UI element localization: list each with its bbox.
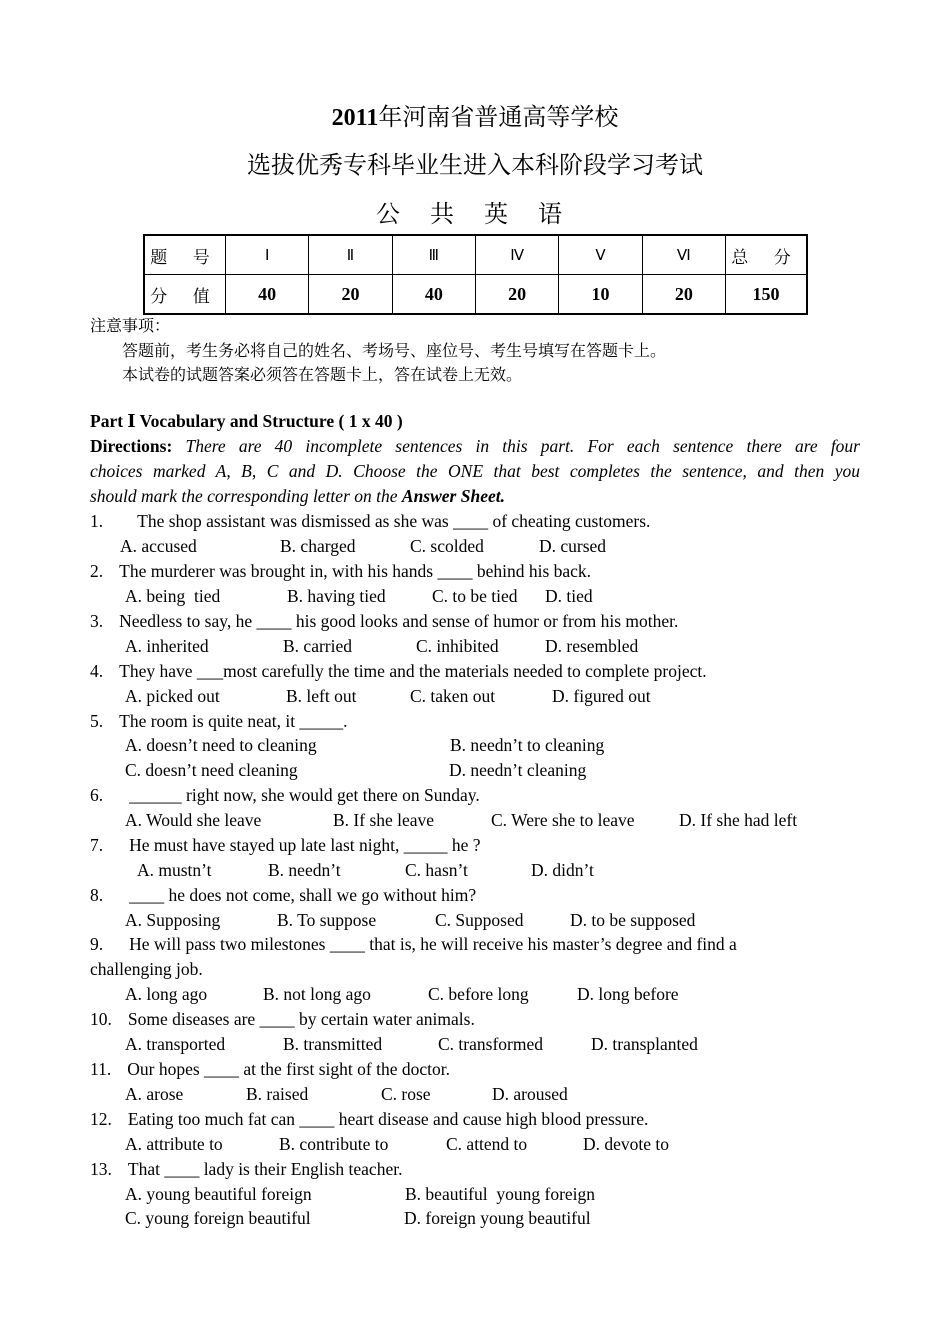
option-d: D. If she had left <box>679 810 798 830</box>
question-8 <box>90 885 476 906</box>
option-a: A. accused <box>120 536 197 556</box>
directions-text-1: There are 40 incomplete sentences in this part. For each sentence there are four <box>185 436 860 456</box>
option-c: C. rose <box>381 1084 431 1104</box>
directions-line-3 <box>90 486 505 507</box>
option-d: D. to be supposed <box>570 910 696 930</box>
question-number: 1. <box>90 511 104 531</box>
question-number: 13. <box>90 1159 112 1179</box>
score-table-cell: 40 <box>392 275 475 315</box>
score-table-cell: Ⅵ <box>642 235 725 275</box>
question-stem: The murderer was brought in, with his hands ____ behind his back. <box>119 561 592 581</box>
option-a: A. young beautiful foreign <box>125 1184 312 1204</box>
question-number: 3. <box>90 611 104 631</box>
option-b: B. contribute to <box>279 1134 389 1154</box>
option-d: D. tied <box>545 586 593 606</box>
option-d: D. transplanted <box>591 1034 698 1054</box>
question-number: 7. <box>90 835 104 855</box>
option-b: B. If she leave <box>333 810 435 830</box>
question-1 <box>90 511 650 532</box>
notes-heading: 注意事项： <box>90 316 171 335</box>
score-table-cell: Ⅰ <box>226 235 309 275</box>
option-a: A. transported <box>125 1034 226 1054</box>
notes-line-1: 答题前，考生务必将自己的姓名、考场号、座位号、考生号填写在答题卡上。 <box>122 341 667 360</box>
question-5 <box>90 711 348 732</box>
score-table-cell: 20 <box>475 275 558 315</box>
option-b: B. transmitted <box>283 1034 383 1054</box>
option-b: B. needn’t <box>268 860 341 880</box>
question-stem: ______ right now, she would get there on Sunday. <box>129 785 480 805</box>
directions-text-2: choices marked A, B, C and D. Choose the ONE that best completes the sentence, and then you <box>90 461 860 481</box>
score-table-cell: 分 值 <box>144 275 226 315</box>
question-stem: Eating too much fat can ____ heart disease and cause high blood pressure. <box>127 1109 649 1129</box>
directions-label: Directions: <box>90 436 173 456</box>
question-number: 6. <box>90 785 104 805</box>
option-b: B. carried <box>283 636 352 656</box>
question-3 <box>90 611 678 632</box>
option-d: D. didn’t <box>531 860 594 880</box>
question-number: 11. <box>90 1059 112 1079</box>
question-stem: He will pass two milestones ____ that is, he will receive his master’s degree and find a <box>129 934 737 954</box>
option-b: B. having tied <box>287 586 386 606</box>
option-d: D. foreign young beautiful <box>404 1208 591 1228</box>
option-a: A. being tied <box>125 586 221 606</box>
option-c: C. taken out <box>410 686 496 706</box>
question-9 <box>90 934 737 955</box>
score-table-cell: Ⅴ <box>559 235 642 275</box>
option-a: A. picked out <box>125 686 220 706</box>
question-number: 8. <box>90 885 104 905</box>
question-stem: That ____ lady is their English teacher. <box>127 1159 403 1179</box>
score-table-cell: Ⅲ <box>392 235 475 275</box>
score-table-cell: Ⅱ <box>309 235 392 275</box>
score-table-header-row <box>144 235 807 275</box>
question-number: 10. <box>90 1009 112 1029</box>
option-c: C. doesn’t need cleaning <box>125 760 298 780</box>
exam-subject-title: 公 共 英 语 <box>376 202 574 228</box>
option-c: C. scolded <box>410 536 484 556</box>
option-b: B. To suppose <box>277 910 377 930</box>
question-11 <box>90 1059 450 1080</box>
option-c: C. Supposed <box>435 910 524 930</box>
question-number: 5. <box>90 711 104 731</box>
option-c: C. transformed <box>438 1034 543 1054</box>
option-a: A. mustn’t <box>137 860 212 880</box>
exam-title-line1 <box>0 97 950 132</box>
question-9-continuation: challenging job. <box>90 959 203 979</box>
score-table-cell: 总 分 <box>726 235 808 275</box>
option-d: D. long before <box>577 984 679 1004</box>
question-stem: The shop assistant was dismissed as she was ____ of cheating customers. <box>137 511 651 531</box>
question-stem: The room is quite neat, it _____. <box>119 711 348 731</box>
question-2 <box>90 561 591 582</box>
option-c: C. before long <box>428 984 529 1004</box>
notes-line-2: 本试卷的试题答案必须答在答题卡上，答在试卷上无效。 <box>122 365 523 384</box>
option-b: B. not long ago <box>263 984 371 1004</box>
question-number: 12. <box>90 1109 112 1129</box>
exam-title-line1-text: 年河南省普通高等学校 <box>378 105 619 131</box>
question-number: 9. <box>90 934 104 954</box>
option-c: C. inhibited <box>416 636 499 656</box>
question-4 <box>90 661 707 682</box>
option-a: A. long ago <box>125 984 208 1004</box>
option-a: A. inherited <box>125 636 209 656</box>
option-d: D. aroused <box>492 1084 568 1104</box>
question-7 <box>90 835 481 856</box>
option-c: C. hasn’t <box>405 860 468 880</box>
option-d: D. resembled <box>545 636 639 656</box>
option-d: D. cursed <box>539 536 607 556</box>
exam-year: 2011 <box>331 105 379 131</box>
option-d: D. needn’t cleaning <box>449 760 587 780</box>
option-c: C. to be tied <box>432 586 518 606</box>
question-stem: Some diseases are ____ by certain water animals. <box>127 1009 475 1029</box>
score-table-cell: 40 <box>226 275 309 315</box>
directions-line-2 <box>90 461 860 482</box>
question-6 <box>90 785 480 806</box>
option-d: D. devote to <box>583 1134 670 1154</box>
exam-title-line2: 选拔优秀专科毕业生进入本科阶段学习考试 <box>247 153 703 179</box>
score-table-value-row <box>144 275 807 315</box>
option-c: C. young foreign beautiful <box>125 1208 311 1228</box>
score-table-cell: 题 号 <box>144 235 226 275</box>
directions-line-1 <box>90 436 860 457</box>
option-a: A. Would she leave <box>125 810 262 830</box>
question-number: 4. <box>90 661 104 681</box>
option-a: A. Supposing <box>125 910 221 930</box>
option-a: A. attribute to <box>125 1134 223 1154</box>
question-stem: Needless to say, he ____ his good looks and sense of humor or from his mother. <box>119 611 679 631</box>
directions-text-3: should mark the corresponding letter on the <box>90 486 398 506</box>
question-stem: He must have stayed up late last night, _____ he ? <box>129 835 481 855</box>
option-b: B. needn’t to cleaning <box>450 735 605 755</box>
part1-heading: Part Ⅰ Vocabulary and Structure ( 1 x 40 ) <box>90 411 403 431</box>
question-stem: Our hopes ____ at the first sight of the doctor. <box>127 1059 450 1079</box>
option-a: A. doesn’t need to cleaning <box>125 735 317 755</box>
score-table-cell: 20 <box>642 275 725 315</box>
option-a: A. arose <box>125 1084 184 1104</box>
score-table <box>143 234 808 315</box>
score-table-cell: 150 <box>726 275 808 315</box>
option-b: B. charged <box>280 536 356 556</box>
question-12 <box>90 1109 648 1130</box>
option-d: D. figured out <box>552 686 651 706</box>
option-c: C. Were she to leave <box>491 810 635 830</box>
question-stem: ____ he does not come, shall we go without him? <box>129 885 477 905</box>
option-b: B. raised <box>246 1084 309 1104</box>
answer-sheet-label: Answer Sheet. <box>401 486 505 506</box>
question-stem: They have ___most carefully the time and the materials needed to complete project. <box>119 661 707 681</box>
option-b: B. left out <box>286 686 357 706</box>
score-table-cell: 20 <box>309 275 392 315</box>
option-c: C. attend to <box>446 1134 528 1154</box>
score-table-cell: Ⅳ <box>475 235 558 275</box>
score-table-cell: 10 <box>559 275 642 315</box>
question-10 <box>90 1009 475 1030</box>
question-number: 2. <box>90 561 104 581</box>
option-b: B. beautiful young foreign <box>405 1184 596 1204</box>
question-13 <box>90 1159 402 1180</box>
